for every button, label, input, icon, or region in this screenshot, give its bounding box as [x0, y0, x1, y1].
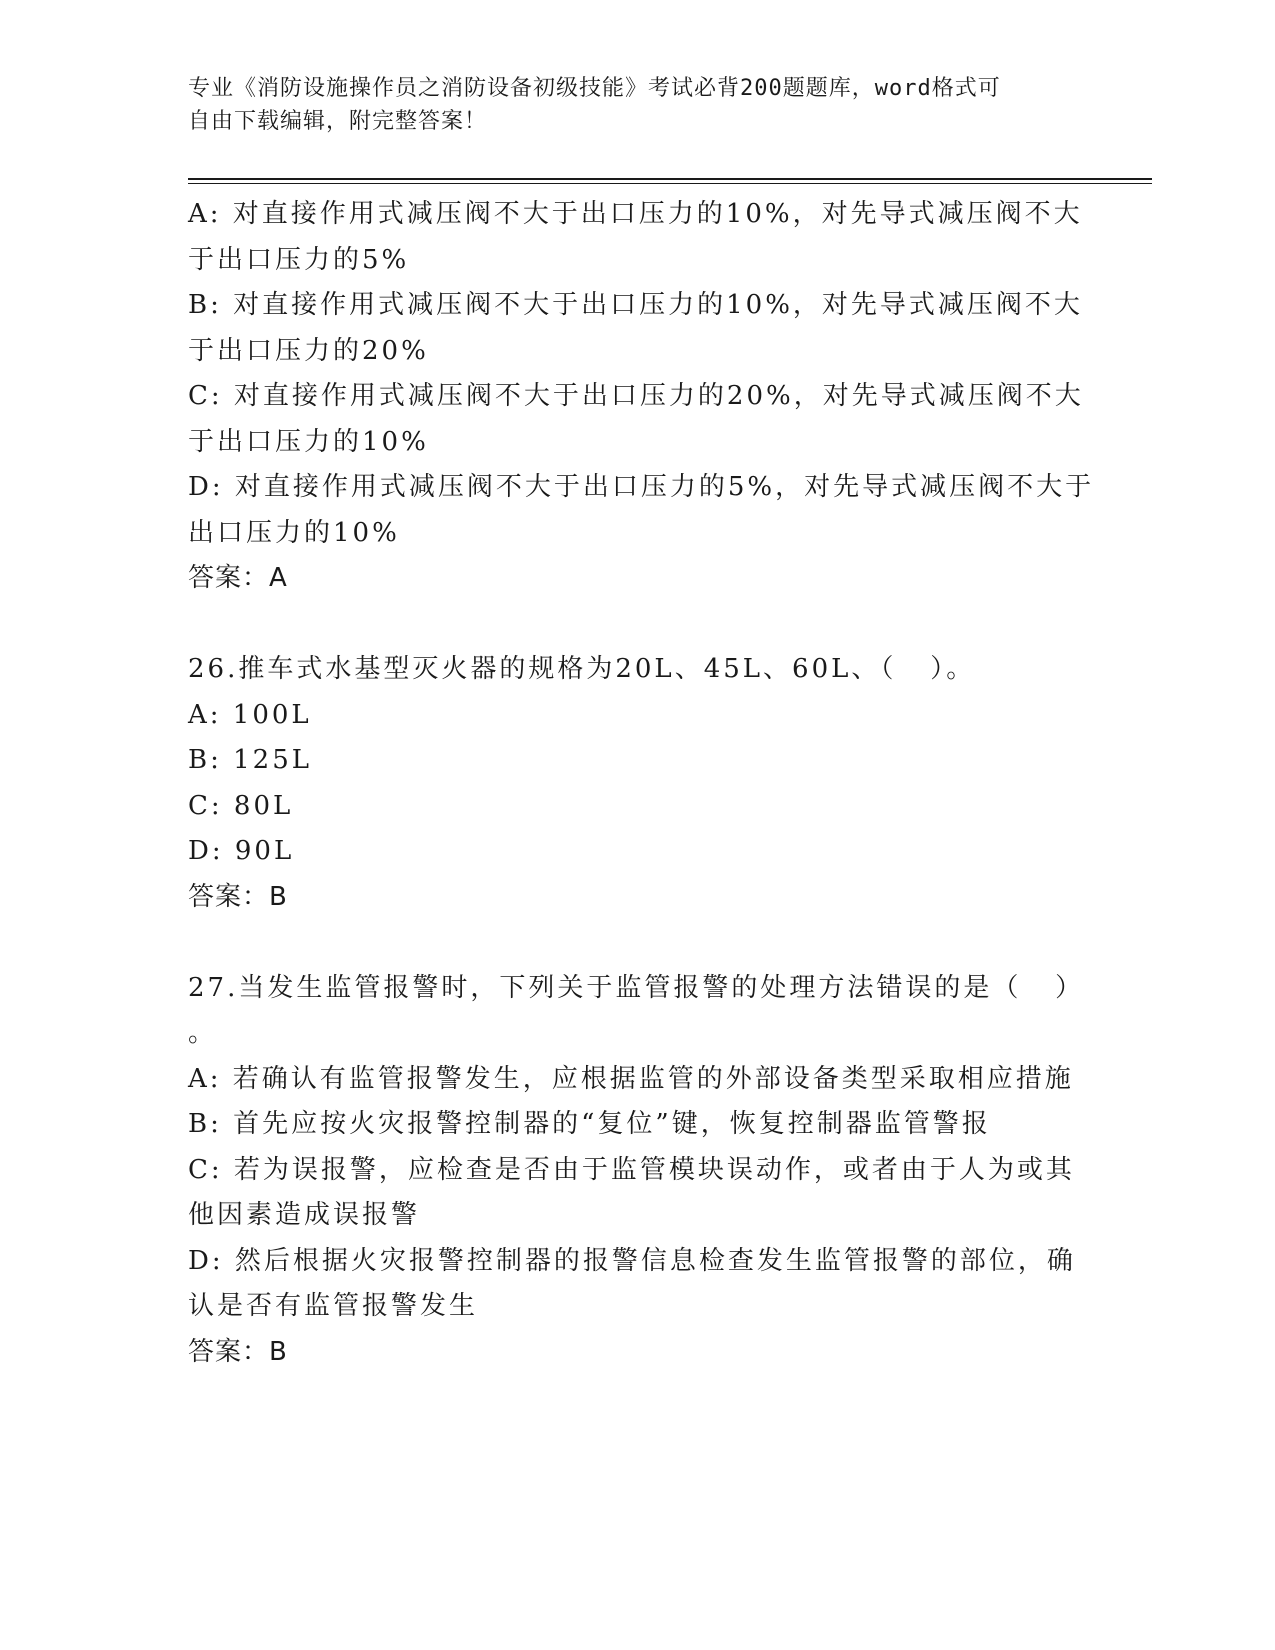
option-d-line-1: D: 对直接作用式减压阀不大于出口压力的5%，对先导式减压阀不大于 [188, 472, 1095, 502]
option-c-line-2: 于出口压力的10% [188, 426, 429, 457]
option-d-line-2: 认是否有监管报警发生 [188, 1291, 479, 1321]
header-divider-thick [188, 178, 1152, 180]
option-c-line-1: C: 若为误报警，应检查是否由于监管模块误动作，或者由于人为或其 [188, 1154, 1075, 1185]
spacer [188, 602, 1088, 648]
option-a-line-2: 于出口压力的5% [188, 244, 410, 275]
question-list [188, 192, 1095, 1375]
option-c-line-1: C: 对直接作用式减压阀不大于出口压力的20%，对先导式减压阀不大 [188, 381, 1084, 411]
option-b: B: 首先应按火灾报警控制器的“复位”键，恢复控制器监管警报 [188, 1109, 991, 1139]
option-d-line-2: 出口压力的10% [188, 517, 400, 548]
question-27 [188, 966, 1088, 1376]
option-d-line-1: D: 然后根据火灾报警控制器的报警信息检查发生监管报警的部位，确 [188, 1245, 1076, 1276]
question-25 [188, 192, 1095, 602]
document-header [188, 72, 1068, 138]
option-a: A: 若确认有监管报警发生，应根据监管的外部设备类型采取相应措施 [188, 1063, 1074, 1094]
option-a: A: 100L [188, 699, 312, 730]
answer-label: 答案：B [188, 1336, 288, 1367]
spacer [188, 920, 1088, 966]
header-divider-thin [188, 183, 1152, 184]
question-text-line-2: 。 [188, 1018, 218, 1048]
option-a-line-1: A: 对直接作用式减压阀不大于出口压力的10%，对先导式减压阀不大 [188, 199, 1083, 229]
answer-label: 答案：A [188, 563, 288, 593]
option-b: B: 125L [188, 745, 313, 775]
question-text: 26.推车式水基型灭火器的规格为20L、45L、60L、（ ）。 [188, 654, 976, 684]
header-title-line-1: 专业《消防设施操作员之消防设备初级技能》考试必背200题题库，word格式可 [188, 76, 1001, 101]
option-d: D: 90L [188, 836, 295, 866]
option-b-line-1: B: 对直接作用式减压阀不大于出口压力的10%，对先导式减压阀不大 [188, 290, 1083, 320]
option-c: C: 80L [188, 790, 294, 821]
option-c-line-2: 他因素造成误报警 [188, 1200, 421, 1230]
answer-label: 答案：B [188, 881, 288, 912]
header-title-line-2: 自由下载编辑，附完整答案！ [188, 109, 488, 134]
option-b-line-2: 于出口压力的20% [188, 335, 429, 366]
question-text-line-1: 27.当发生监管报警时，下列关于监管报警的处理方法错误的是（ ） [188, 972, 1085, 1003]
question-26 [188, 647, 1088, 920]
